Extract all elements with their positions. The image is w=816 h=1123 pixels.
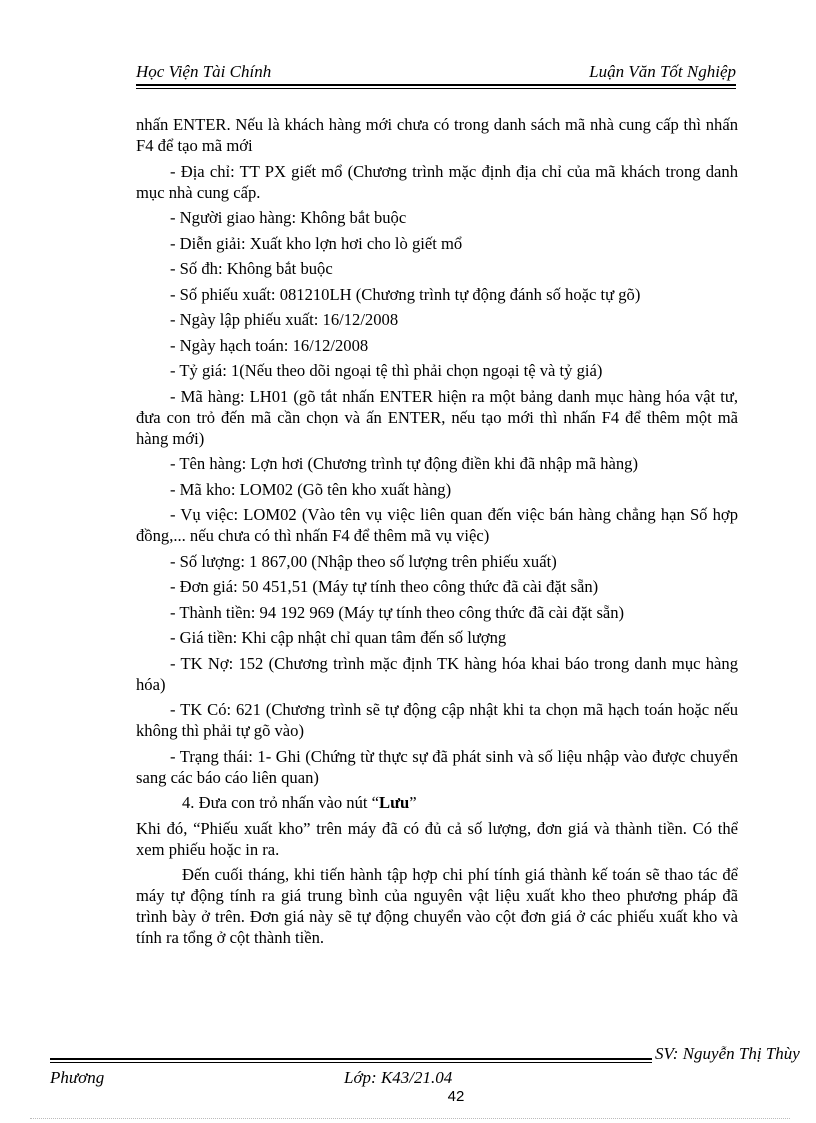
footer-rule (50, 1058, 652, 1060)
list-item: - TK Có: 621 (Chương trình sẽ tự động cập nhật khi ta chọn mã hạch toán hoặc nếu không thì phải tự gõ vào) (136, 700, 738, 740)
list-item: - Tên hàng: Lợn hơi (Chương trình tự động điền khi đã nhập mã hàng) (170, 454, 638, 473)
list-item: - Mã kho: LOM02 (Gõ tên kho xuất hàng) (170, 479, 452, 499)
list-item: - Vụ việc: LOM02 (Vào tên vụ việc liên quan đến việc bán hàng chẳng hạn Số hợp đồng,... nếu chưa có thì nhấn F4 để thêm mã vụ việc) (136, 505, 738, 545)
footer-student: SV: Nguyễn Thị Thùy (655, 1044, 800, 1063)
list-item: - Số phiếu xuất: 081210LH (Chương trình tự động đánh số hoặc tự gõ) (170, 284, 641, 304)
list-item: - Đơn giá: 50 451,51 (Máy tự tính theo công thức đã cài đặt sẵn) (170, 577, 599, 596)
header-rule-thin (136, 88, 736, 89)
page-bottom-border (30, 1118, 790, 1119)
header-rule (136, 84, 736, 86)
list-item: - Mã hàng: LH01 (gõ tắt nhấn ENTER hiện ra một bảng danh mục hàng hóa vật tư, đưa con trỏ đến mã cần chọn và ấn ENTER, nếu tạo mới thì nhấn F4 để thêm một mã hàng mới) (136, 386, 738, 448)
step-four-prefix: 4. Đưa con trỏ nhấn vào nút “ (182, 793, 380, 812)
list-item: - Diễn giải: Xuất kho lợn hơi cho lò giết mổ (170, 233, 463, 253)
footer-student-name-cont: Phương (50, 1068, 105, 1087)
list-item: - Số đh: Không bắt buộc (170, 259, 333, 278)
footer-class: Lớp: K43/21.04 (344, 1068, 453, 1087)
closing-paragraph: Đến cuối tháng, khi tiến hành tập hợp chi phí tính giá thành kế toán sẽ thao tác để máy tự động tính ra giá trung bình của nguyên vật liệu xuất kho theo phương pháp đã trình bày ở trên. Đơn giá này sẽ tự động chuyển vào cột đơn giá ở các phiếu xuất kho và tính ra tổng ở cột thành tiền. (136, 865, 738, 947)
footer-rule-thin (50, 1062, 652, 1063)
document-body (136, 114, 738, 953)
list-item: - Thành tiền: 94 192 969 (Máy tự tính theo công thức đã cài đặt sẵn) (170, 602, 625, 622)
step-four (136, 792, 738, 813)
closing-paragraph: Khi đó, “Phiếu xuất kho” trên máy đã có đủ cả số lượng, đơn giá và thành tiền. Có thể xem phiếu hoặc in ra. (136, 818, 738, 859)
step-four-suffix: ” (409, 793, 417, 812)
save-keyword: Lưu (379, 793, 410, 812)
page-number: 42 (447, 1088, 465, 1105)
list-item: - Số lượng: 1 867,00 (Nhập theo số lượng trên phiếu xuất) (170, 551, 557, 571)
list-item: - Ngày lập phiếu xuất: 16/12/2008 (170, 310, 399, 329)
header-institution: Học Viện Tài Chính (136, 62, 272, 81)
paragraph: nhấn ENTER. Nếu là khách hàng mới chưa có trong danh sách mã nhà cung cấp thì nhấn F4 để tạo mã mới (136, 115, 738, 155)
list-item: - TK Nợ: 152 (Chương trình mặc định TK hàng hóa khai báo trong danh mục hàng hóa) (136, 653, 738, 694)
header-doc-type: Luận Văn Tốt Nghiệp (589, 62, 736, 81)
list-item: - Người giao hàng: Không bắt buộc (170, 208, 407, 227)
list-item: - Trạng thái: 1- Ghi (Chứng từ thực sự đã phát sinh và số liệu nhập vào được chuyển sang các báo cáo liên quan) (136, 746, 738, 787)
page-header (136, 62, 736, 84)
list-item: - Giá tiền: Khi cập nhật chỉ quan tâm đến số lượng (170, 628, 507, 647)
list-item: - Tỷ giá: 1(Nếu theo dõi ngoại tệ thì phải chọn ngoại tệ và tỷ giá) (170, 361, 603, 380)
list-item: - Ngày hạch toán: 16/12/2008 (170, 335, 369, 355)
list-item: - Địa chỉ: TT PX giết mổ (Chương trình mặc định địa chỉ của mã khách trong danh mục nhà cung cấp. (136, 161, 738, 202)
